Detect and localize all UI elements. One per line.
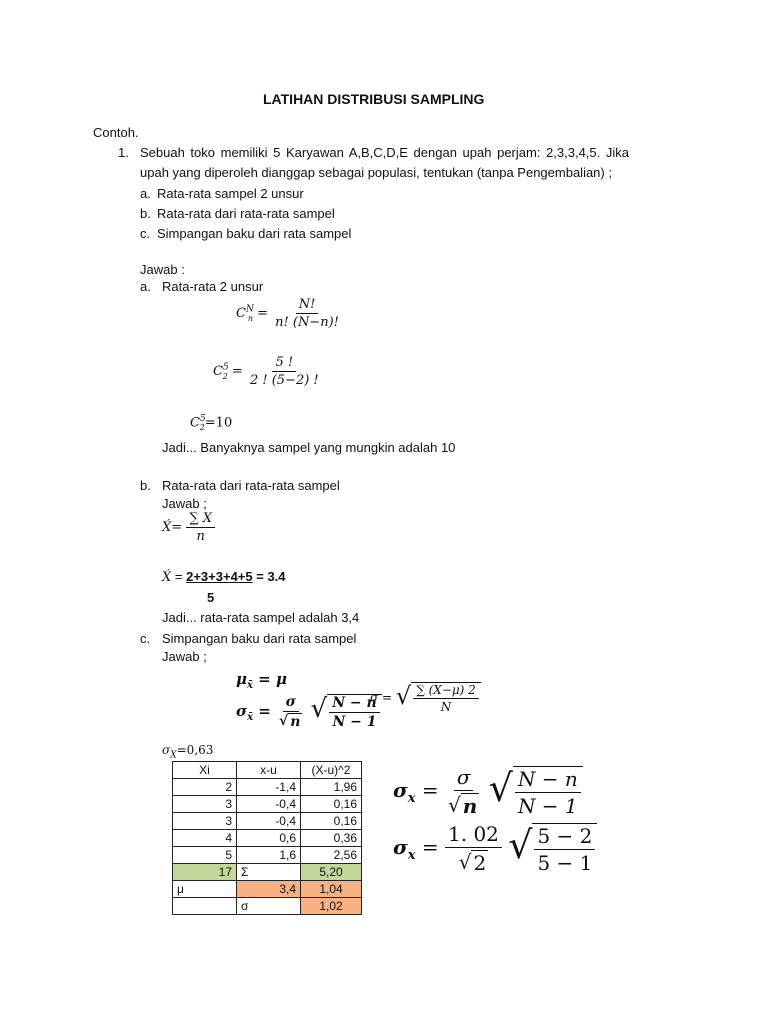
question-b-text: Rata-rata dari rata-rata sampel	[157, 206, 335, 221]
sum-xi-cell: 17	[173, 864, 237, 881]
question-c-letter: c.	[140, 226, 151, 241]
question-c-text: Simpangan baku dari rata sampel	[157, 226, 352, 241]
table-cell: -1,4	[237, 779, 301, 796]
table-cell: 3	[173, 796, 237, 813]
mean-calculation: X́ = 2+3+3+4+5 = 3.4	[162, 569, 286, 585]
part-a-letter: a.	[140, 279, 151, 294]
mu-label-cell: μ	[173, 881, 237, 898]
combination-5-2-formula: $C^5_2$ = $\frac{5 !}{2 ! (5-2) !}$	[213, 355, 319, 388]
table-cell: 2,56	[301, 847, 362, 864]
part-c-letter: c.	[140, 631, 151, 646]
header-x-u: x-u	[237, 762, 301, 779]
sigma-value-cell: 1,02	[301, 898, 362, 915]
right-sigma-numeric-formula: $\sigma_x$ = 1. 02 √ 2 √ $\frac{5 - 2}{5 - 1}$	[393, 822, 597, 875]
table-cell: 0,36	[301, 830, 362, 847]
question-b-letter: b.	[140, 206, 151, 221]
part-b-jawab: Jawab ;	[162, 496, 207, 511]
table-row	[173, 796, 362, 813]
table-mu-row	[173, 881, 362, 898]
sigma-symbol-cell: Σ	[237, 864, 301, 881]
table-row	[173, 813, 362, 830]
table-cell: 1,6	[237, 847, 301, 864]
table-row	[173, 779, 362, 796]
header-xi: Xi	[173, 762, 237, 779]
combination-result: $C^5_2=10$	[190, 414, 233, 432]
problem-line-1: Sebuah toko memiliki 5 Karyawan A,B,C,D,E dengan upah perjam: 2,3,3,4,5. Jika	[140, 145, 629, 160]
table-cell: 4	[173, 830, 237, 847]
problem-number: 1.	[118, 145, 129, 160]
table-cell: 0,16	[301, 813, 362, 830]
table-cell: -0,4	[237, 813, 301, 830]
sum-squares-cell: 5,20	[301, 864, 362, 881]
table-row	[173, 830, 362, 847]
right-sigma-formula: $\sigma_x$ = σ √ n √ $\frac{N - n}{N - 1}$	[393, 765, 583, 818]
table-sigma-row	[173, 898, 362, 915]
table-cell: 0,6	[237, 830, 301, 847]
table-cell: 5	[173, 847, 237, 864]
population-sigma-formula: σ = √ $\frac{\sum (X-\mu) 2}{N}$	[370, 682, 481, 714]
problem-line-2: upah yang diperoleh dianggap sebagai populasi, tentukan (tanpa Pengembalian) ;	[140, 165, 612, 180]
part-c-heading: Simpangan baku dari rata sampel	[162, 631, 357, 646]
table-row	[173, 847, 362, 864]
part-a-conclusion: Jadi... Banyaknya sampel yang mungkin adalah 10	[162, 440, 456, 455]
contoh-label: Contoh.	[93, 125, 139, 140]
part-b-conclusion: Jadi... rata-rata sampel adalah 3,4	[162, 610, 360, 625]
combination-formula: $C^N_n$ = $\frac{N!}{n! (N-n)!}$	[236, 297, 339, 330]
empty-cell	[173, 898, 237, 915]
sigma-xbar-formula: $\sigma_{x̄}$ = σ √ n √ $\frac{N - n}{N - 1}$	[236, 694, 382, 730]
table-header-row	[173, 762, 362, 779]
table-cell: 1,96	[301, 779, 362, 796]
header-x-u-squared: (X-u)^2	[301, 762, 362, 779]
data-table	[172, 761, 362, 915]
mu-equation: $\mu_{x̄} = \mu$	[236, 670, 287, 691]
table-cell: 3	[173, 813, 237, 830]
table-cell: 2	[173, 779, 237, 796]
variance-cell: 1,04	[301, 881, 362, 898]
part-b-letter: b.	[140, 478, 151, 493]
question-a-text: Rata-rata sampel 2 unsur	[157, 186, 304, 201]
table-cell: 0,16	[301, 796, 362, 813]
part-a-heading: Rata-rata 2 unsur	[162, 279, 264, 294]
sigma-result: $\sigma_X=0,63$	[162, 743, 214, 761]
mean-formula: X́= $\frac{\sum X}{n}$	[162, 511, 215, 544]
part-c-jawab: Jawab ;	[162, 649, 207, 664]
jawab-label: Jawab :	[140, 262, 185, 277]
page-title: LATIHAN DISTRIBUSI SAMPLING	[263, 91, 485, 107]
question-a-letter: a.	[140, 186, 151, 201]
table-cell: -0,4	[237, 796, 301, 813]
sigma-label-cell: σ	[237, 898, 301, 915]
table-sum-row	[173, 864, 362, 881]
mu-value-cell: 3,4	[237, 881, 301, 898]
part-b-heading: Rata-rata dari rata-rata sampel	[162, 478, 340, 493]
mean-denominator: 5	[207, 590, 215, 605]
